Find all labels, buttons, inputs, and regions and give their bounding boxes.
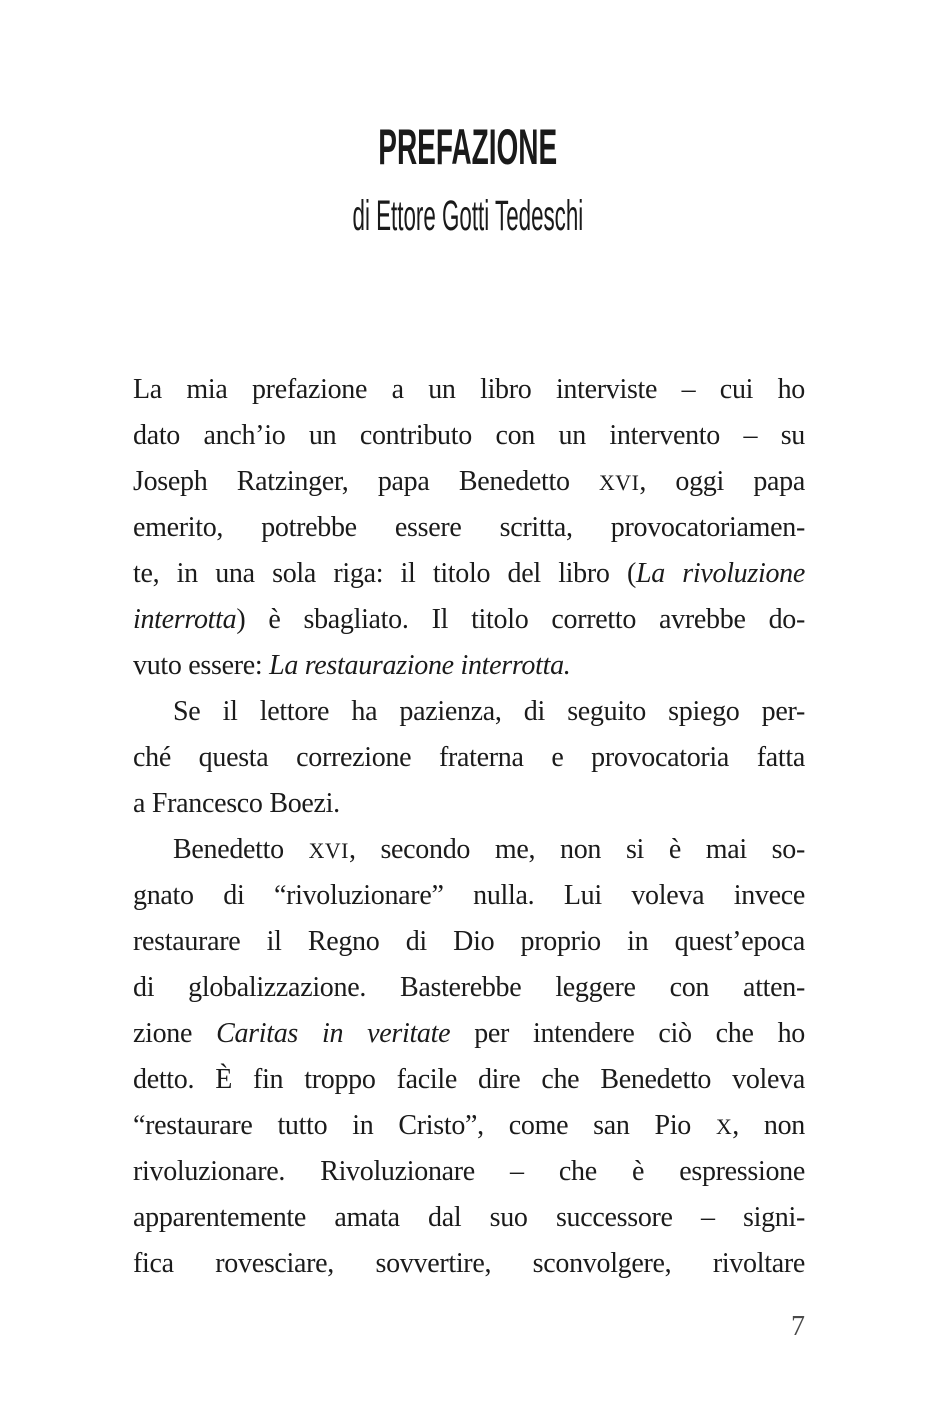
body-text-segment: restaurare il Regno di Dio proprio in quest’epoca xyxy=(133,926,805,957)
body-text-segment: fica rovesciare, sovvertire, sconvolgere, rivoltare xyxy=(133,1248,805,1279)
body-text-segment: La mia prefazione a un libro interviste – cui ho xyxy=(133,374,805,405)
italic-text: La restaurazione interrotta. xyxy=(269,650,571,681)
page-subtitle-text: di Ettore Gotti Tedeschi xyxy=(352,192,584,240)
body-line xyxy=(133,735,805,781)
body-line xyxy=(133,827,805,873)
body-text-segment: gnato di “rivoluzionare” nulla. Lui voleva invece xyxy=(133,880,805,911)
body-text-segment: , oggi papa xyxy=(639,466,805,497)
body-text-segment: emerito, potrebbe essere scritta, provocatoriamen- xyxy=(133,512,805,543)
italic-text: interrotta xyxy=(133,604,237,635)
body-paragraph xyxy=(133,367,805,689)
body-text-segment: te, in una sola riga: il titolo del libro ( xyxy=(133,558,636,589)
body-line xyxy=(133,1057,805,1103)
body-line xyxy=(133,1149,805,1195)
body-line xyxy=(133,597,805,643)
smallcaps-text: X xyxy=(715,1115,733,1139)
body-line xyxy=(133,781,805,827)
body-text xyxy=(133,367,805,1287)
body-line xyxy=(133,1241,805,1287)
body-line xyxy=(133,1011,805,1057)
page-number: 7 xyxy=(791,1311,805,1342)
body-line xyxy=(133,505,805,551)
body-text-segment: a Francesco Boezi. xyxy=(133,788,340,819)
body-line xyxy=(133,965,805,1011)
body-text-segment: dato anch’io un contributo con un intervento – su xyxy=(133,420,805,451)
page-subtitle xyxy=(0,193,936,239)
smallcaps-text: XVI xyxy=(599,471,640,495)
body-text-segment: , secondo me, non si è mai so- xyxy=(348,834,805,865)
body-text-segment: “restaurare tutto in Cristo”, come san Pio xyxy=(133,1110,716,1141)
body-text-segment: rivoluzionare. Rivoluzionare – che è espressione xyxy=(133,1156,805,1187)
body-paragraph xyxy=(133,827,805,1287)
body-text-segment: Joseph Ratzinger, papa Benedetto xyxy=(133,466,600,497)
body-line xyxy=(133,689,805,735)
body-text-segment: per intendere ciò che ho xyxy=(450,1018,805,1049)
body-text-segment: ) è sbagliato. Il titolo corretto avrebbe do- xyxy=(236,604,805,635)
body-text-segment: zione xyxy=(133,1018,217,1049)
body-line xyxy=(133,367,805,413)
smallcaps-text: XVI xyxy=(308,839,349,863)
italic-text: La rivoluzione xyxy=(635,558,805,589)
body-text-segment: , non xyxy=(732,1110,805,1141)
body-text-segment: vuto essere: xyxy=(133,650,270,681)
body-line xyxy=(133,459,805,505)
body-text-segment: ché questa correzione fraterna e provocatoria fatta xyxy=(133,742,805,773)
body-line xyxy=(133,551,805,597)
body-line xyxy=(133,1195,805,1241)
body-line xyxy=(133,1103,805,1149)
body-text-segment: apparentemente amata dal suo successore – signi- xyxy=(133,1202,805,1233)
body-text-segment: Se il lettore ha pazienza, di seguito spiego per- xyxy=(173,696,805,727)
body-text-segment: di globalizzazione. Basterebbe leggere con atten- xyxy=(133,972,805,1003)
body-line xyxy=(133,919,805,965)
body-line xyxy=(133,873,805,919)
italic-text: Caritas in veritate xyxy=(216,1018,451,1049)
page-title-text: PREFAZIONE xyxy=(378,119,558,175)
body-line xyxy=(133,643,805,689)
body-text-segment: detto. È fin troppo facile dire che Benedetto voleva xyxy=(133,1064,805,1095)
body-text-segment: Benedetto xyxy=(173,834,309,865)
body-line xyxy=(133,413,805,459)
page-title xyxy=(0,119,936,175)
body-paragraph xyxy=(133,689,805,827)
